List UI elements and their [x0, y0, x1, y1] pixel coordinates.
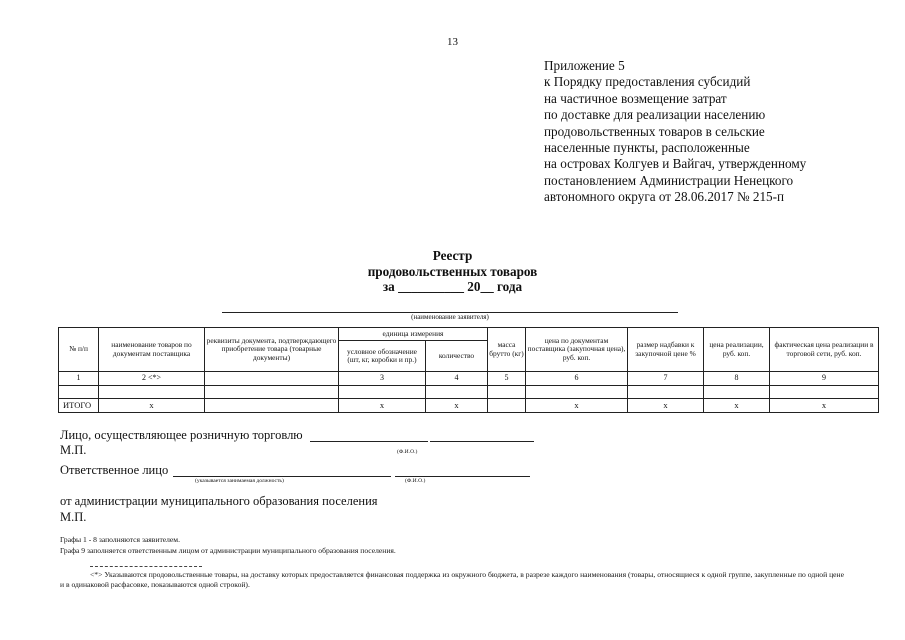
table-cell: [770, 386, 879, 399]
register-table: [58, 327, 879, 413]
header-unit-symbol: условное обозначение (шт, кг, коробки и пр.): [339, 341, 426, 372]
appendix-line: на островах Колгуев и Вайгач, утвержденному: [544, 156, 807, 172]
table-cell: х: [628, 399, 704, 413]
applicant-caption: (наименование заявителя): [411, 313, 489, 321]
appendix-line: на частичное возмещение затрат: [544, 90, 727, 106]
header-markup: размер надбавки к закупочной цене %: [628, 328, 704, 372]
retail-signature-line: [310, 441, 428, 442]
blank-entry-row: [59, 386, 879, 399]
fio-caption: (Ф.И.О.): [405, 478, 426, 484]
header-goods-name: наименование товаров по документам поставщика: [99, 328, 205, 372]
header-gross-mass: масса брутто (кг): [488, 328, 526, 372]
table-cell: х: [426, 399, 488, 413]
table-cell: х: [339, 399, 426, 413]
total-label: ИТОГО: [59, 399, 99, 413]
column-number-row: [59, 372, 879, 386]
responsible-position-line: [173, 476, 391, 477]
appendix-line: населенные пункты, расположенные: [544, 140, 750, 156]
table-cell: 9: [770, 372, 879, 386]
table-cell: 3: [339, 372, 426, 386]
table-cell: [628, 386, 704, 399]
note-columns-1-8: Графы 1 - 8 заполняются заявителем.: [60, 535, 181, 544]
table-cell: [488, 399, 526, 413]
footnote-separator: [90, 566, 202, 567]
responsible-person-label: Ответственное лицо: [60, 463, 169, 477]
table-cell: [526, 386, 628, 399]
table-cell: 2 <*>: [99, 372, 205, 386]
appendix-line: к Порядку предоставления субсидий: [544, 74, 751, 90]
administration-label: от администрации муниципального образования поселения: [60, 494, 378, 508]
appendix-reference: [544, 58, 806, 206]
header-actual-price: фактическая цена реализации в торговой сети, руб. коп.: [770, 328, 879, 372]
table-cell: [488, 386, 526, 399]
table-cell: 1: [59, 372, 99, 386]
table-cell: [426, 386, 488, 399]
table-cell: [205, 399, 339, 413]
header-supplier-price: цена по документам поставщика (закупочная цена), руб. коп.: [526, 328, 628, 372]
header-unit-group: единица измерения: [339, 328, 488, 341]
appendix-line: постановлением Администрации Ненецкого: [544, 172, 794, 188]
footnote-text: <*> Указываются продовольственные товары, на доставку которых предоставляется финансовая поддержка из окружного бюджета, в разрезе каждого наименования (товары, относящиеся к одной группе, закупленные по одной цене и в одинаковой расфасовке, показываются одной строкой).: [60, 570, 844, 589]
retail-person-label: Лицо, осуществляющее розничную торговлю: [60, 428, 303, 442]
table-cell: 5: [488, 372, 526, 386]
appendix-line: по доставке для реализации населению: [544, 107, 766, 123]
appendix-line: Приложение 5: [544, 58, 625, 73]
note-column-9: Графа 9 заполняется ответственным лицом от администрации муниципального образования поселения.: [60, 546, 396, 555]
page-number: 13: [447, 36, 458, 48]
title-line: продовольственных товаров: [367, 263, 538, 279]
table-cell: 8: [704, 372, 770, 386]
table-cell: х: [704, 399, 770, 413]
header-quantity: количество: [426, 341, 488, 372]
table-cell: х: [770, 399, 879, 413]
table-cell: 6: [526, 372, 628, 386]
total-row: [59, 399, 879, 413]
table-cell: х: [526, 399, 628, 413]
table-cell: [704, 386, 770, 399]
position-caption: (указывается занимаемая должность): [195, 478, 284, 484]
table-cell: [59, 386, 99, 399]
table-cell: 7: [628, 372, 704, 386]
seal-label: М.П.: [60, 443, 87, 457]
appendix-line: автономного округа от 28.06.2017 № 215-п: [544, 189, 785, 205]
header-num: № п/п: [59, 328, 99, 372]
table-cell: [339, 386, 426, 399]
appendix-line: продовольственных товаров в сельские: [544, 123, 765, 139]
table-cell: [205, 386, 339, 399]
document-title: [0, 248, 905, 295]
title-line: Реестр: [432, 248, 473, 263]
title-period-line: за __________ 20__ года: [382, 279, 523, 294]
responsible-fio-line: [395, 476, 530, 477]
fio-caption: (Ф.И.О.): [397, 449, 418, 455]
seal-label: М.П.: [60, 510, 87, 524]
header-doc-details: реквизиты документа, подтверждающего приобретение товара (товарные документы): [205, 328, 339, 372]
retail-fio-line: [430, 441, 534, 442]
table-cell: [205, 372, 339, 386]
table-cell: 4: [426, 372, 488, 386]
table-cell: х: [99, 399, 205, 413]
table-cell: [99, 386, 205, 399]
header-sale-price: цена реализации, руб. коп.: [704, 328, 770, 372]
